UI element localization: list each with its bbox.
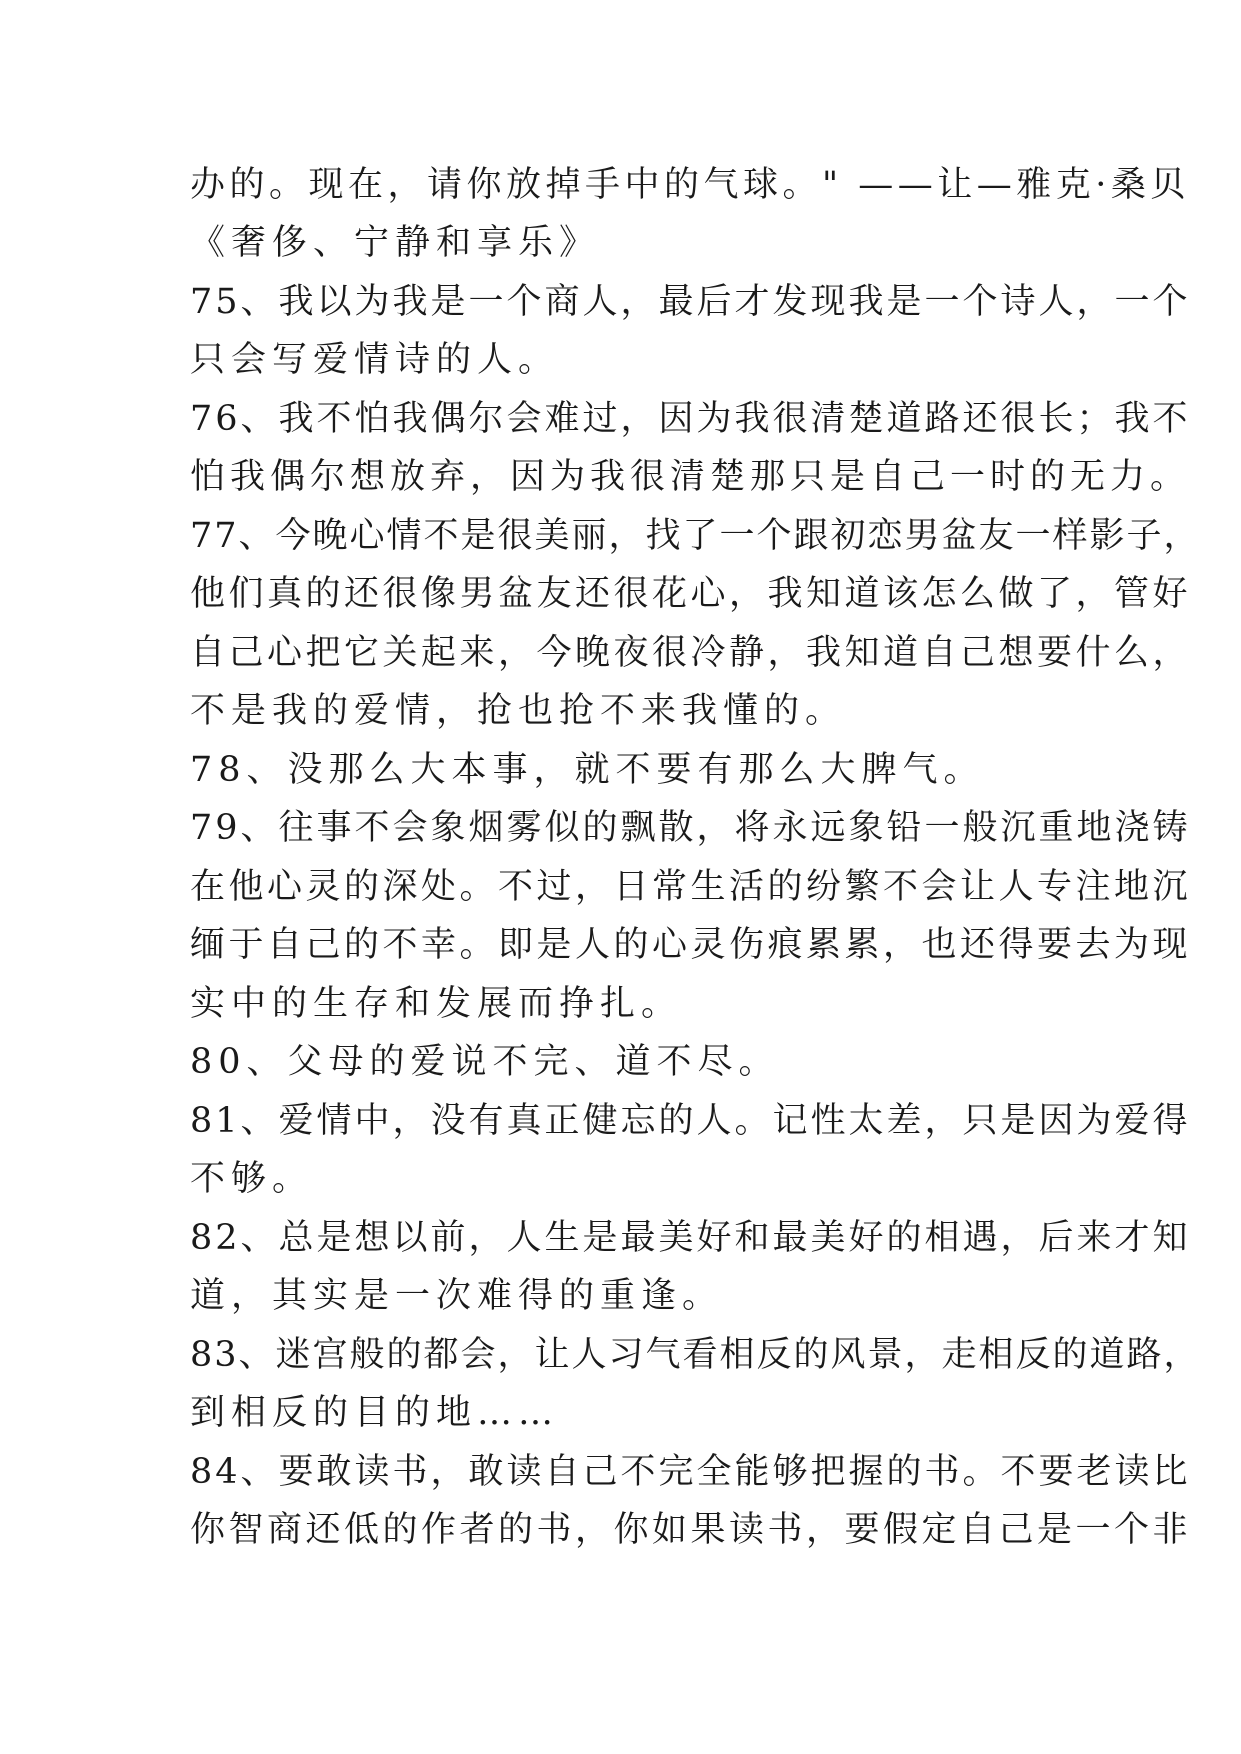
text-line: 怕我偶尔想放弃，因为我很清楚那只是自己一时的无力。 xyxy=(190,457,1191,497)
text-line: 道，其实是一次难得的重逢。 xyxy=(190,1276,724,1316)
text-line: 《奢侈、宁静和享乐》 xyxy=(190,223,601,263)
text-line: 自己心把它关起来，今晚夜很冷静，我知道自己想要什么， xyxy=(190,633,1192,673)
text-line: 84、要敢读书，敢读自己不完全能够把握的书。不要老读比 xyxy=(190,1452,1191,1492)
text-line: 他们真的还很像男盆友还很花心，我知道该怎么做了，管好 xyxy=(190,574,1192,614)
text-line: 在他心灵的深处。不过，日常生活的纷繁不会让人专注地沉 xyxy=(190,867,1192,907)
text-line: 实中的生存和发展而挣扎。 xyxy=(190,984,683,1024)
text-line: 82、总是想以前，人生是最美好和最美好的相遇，后来才知 xyxy=(190,1218,1191,1258)
text-line: 到相反的目的地…… xyxy=(190,1393,560,1433)
text-line: 83、迷宫般的都会，让人习气看相反的风景，走相反的道路， xyxy=(190,1335,1201,1375)
text-line: 76、我不怕我偶尔会难过，因为我很清楚道路还很长；我不 xyxy=(190,399,1191,439)
text-line: 78、没那么大本事，就不要有那么大脾气。 xyxy=(190,750,985,790)
text-line: 办的。现在，请你放掉手中的气球。" ——让—雅克·桑贝 xyxy=(190,165,1190,205)
text-line: 75、我以为我是一个商人，最后才发现我是一个诗人，一个 xyxy=(190,282,1191,322)
text-line: 你智商还低的作者的书，你如果读书，要假定自己是一个非 xyxy=(190,1510,1192,1550)
text-line: 只会写爱情诗的人。 xyxy=(190,340,560,380)
text-line: 不是我的爱情，抢也抢不来我懂的。 xyxy=(190,691,847,731)
text-line: 77、今晚心情不是很美丽，找了一个跟初恋男盆友一样影子， xyxy=(190,516,1201,556)
text-line: 79、往事不会象烟雾似的飘散，将永远象铅一般沉重地浇铸 xyxy=(190,808,1191,848)
text-line: 不够。 xyxy=(190,1159,314,1199)
text-line: 缅于自己的不幸。即是人的心灵伤痕累累，也还得要去为现 xyxy=(190,925,1192,965)
text-line: 80、父母的爱说不完、道不尽。 xyxy=(190,1042,780,1082)
text-line: 81、爱情中，没有真正健忘的人。记性太差，只是因为爱得 xyxy=(190,1101,1191,1141)
